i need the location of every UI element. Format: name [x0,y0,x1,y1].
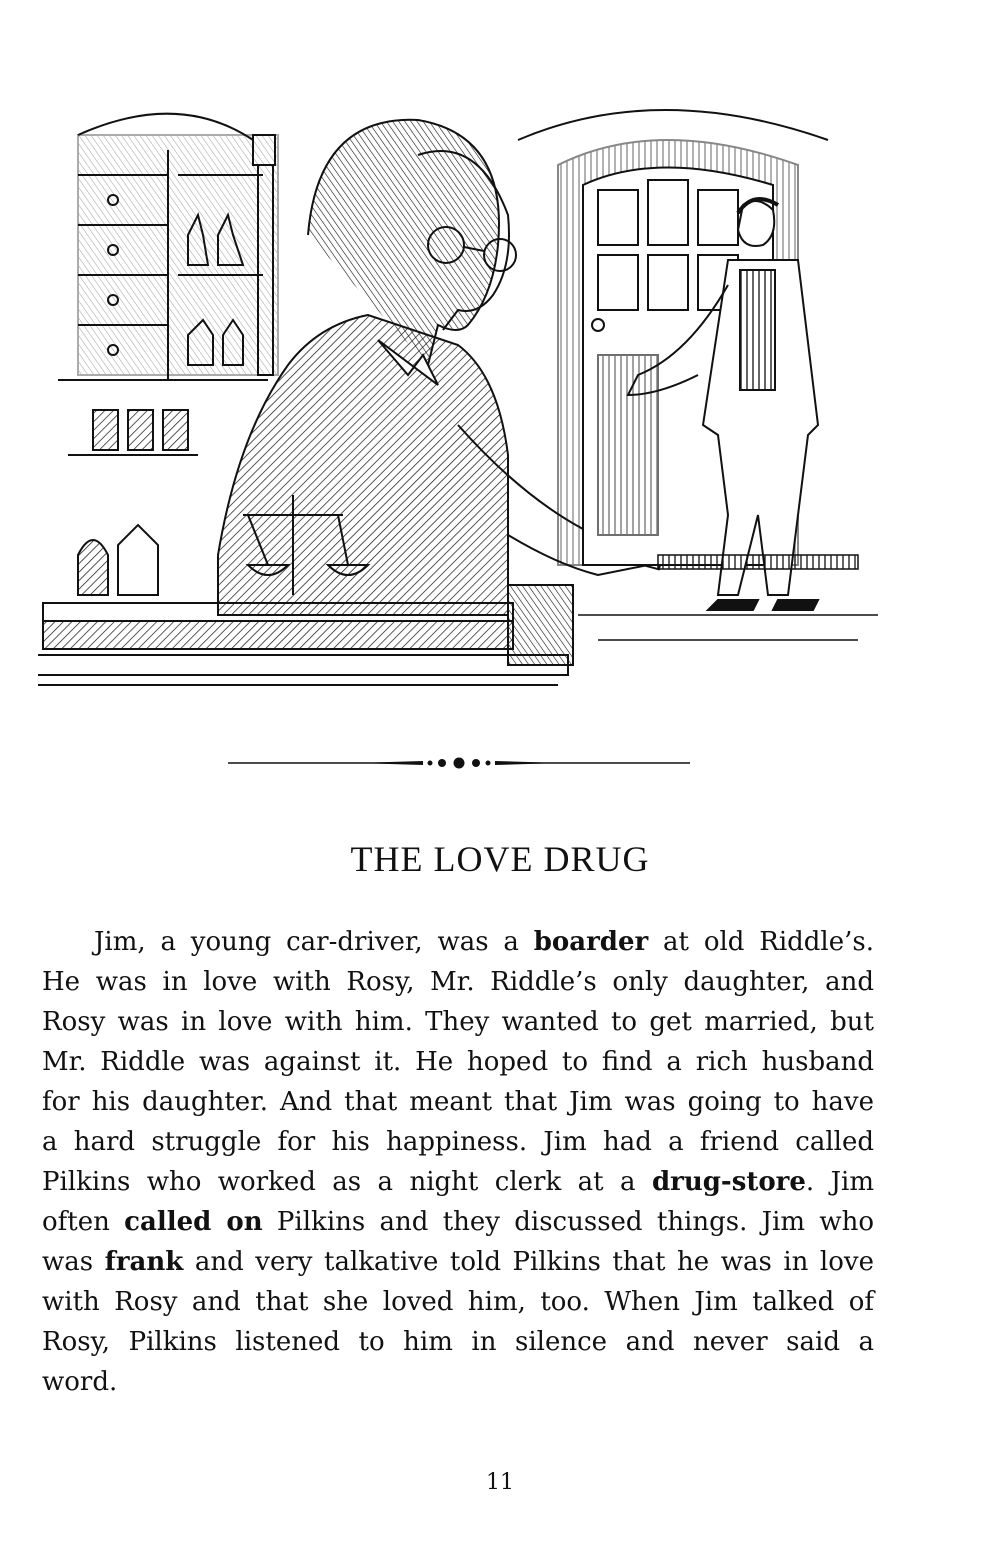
paragraph [42,922,874,1402]
vocab-word-drug-store: drug-store [651,1167,806,1197]
text-segment: Pilkins and they discussed things. Jim who was [42,1207,875,1277]
drug-store-illustration [38,95,878,695]
ornamental-divider [228,754,690,772]
floor [578,555,878,640]
text-segment: Jim, a young car-driver, was a [94,927,534,957]
page-number: 11 [486,1470,514,1495]
text-segment: . Jim often [42,1167,874,1237]
body-text [42,922,874,1402]
text-segment: at old Riddle’s. He was in love with Rosy, Mr. Riddle’s only daughter, and Rosy was in love with him. They wanted to get married, but Mr. Riddle was against it. He hoped to find a rich husband for his daughter. And that meant that Jim was going to have a hard struggle for his happiness. Jim had a friend called Pilkins who worked as a night clerk at a [42,927,875,1197]
text-segment: and very talkative told Pilkins that he was in love with Rosy and that she loved him, too. When Jim talked of Rosy, Pilkins listened to him in silence and never said a word. [42,1247,874,1397]
vocab-word-frank: frank [104,1247,184,1277]
vocab-word-called-on: called on [124,1207,263,1237]
chapter-title: THE LOVE DRUG [350,839,650,879]
vocab-word-boarder: boarder [533,927,649,957]
